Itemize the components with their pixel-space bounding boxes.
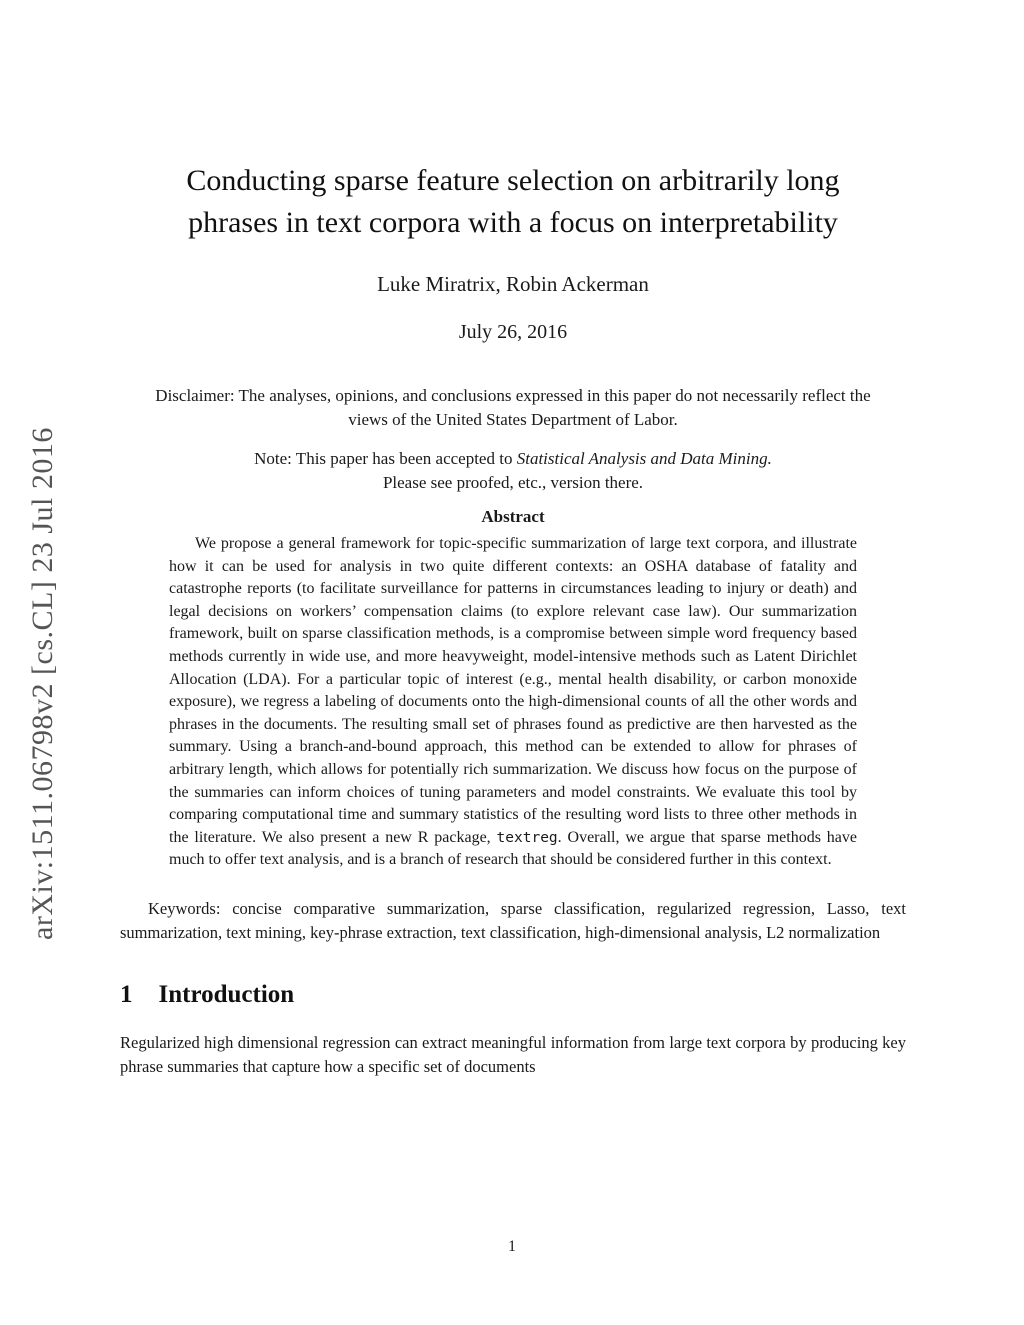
acceptance-note-prefix: Note: This paper has been accepted to: [254, 449, 517, 468]
page-number: 1: [508, 1238, 516, 1255]
abstract-body: [169, 533, 857, 872]
section-heading-introduction: [120, 981, 906, 1009]
abstract-heading: Abstract: [481, 507, 545, 526]
disclaimer-text: Disclaimer: The analyses, opinions, and conclusions expressed in this paper do not necessarily reflect the views of the United States Department of Labor.: [155, 386, 871, 429]
paper-date: July 26, 2016: [458, 321, 568, 343]
paper-authors: Luke Miratrix, Robin Ackerman: [377, 272, 649, 296]
abstract-text-part1: We propose a general framework for topic-specific summarization of large text corpora, and illustrate how it can be used for analysis in two quite different contexts: an OSHA database of fatality and catastrophe reports (to facilitate surveillance for patterns in circumstances leading to injury or death) and legal decisions on workers’ compensation claims (to explore relevant case law). Our summarization framework, built on sparse classification methods, is a compromise between simple word frequency based methods currently in wide use, and more heavyweight, model-intensive methods such as Latent Dirichlet Allocation (LDA). For a particular topic of interest (e.g., mental health disability, or carbon monoxide exposure), we regress a labeling of documents onto the high-dimensional counts of all the other words and phrases in the documents. The resulting small set of phrases found as predictive are then harvested as the summary. Using a branch-and-bound approach, this method can be extended to allow for phrases of arbitrary length, which allows for potentially rich summarization. We discuss how focus on the purpose of the summaries can inform choices of tuning parameters and model constraints. We evaluate this tool by comparing computational time and summary statistics of the resulting word lists to three other methods in the literature. We also present a new R package,: [169, 535, 857, 846]
paper-title-line1: Conducting sparse feature selection on arbitrarily long: [186, 164, 840, 197]
introduction-paragraph: Regularized high dimensional regression can extract meaningful information from large text corpora by producing key phrase summaries that capture how a specific set of documents: [120, 1032, 906, 1076]
abstract-text-part2: . Overall, we argue that sparse methods have much to offer text analysis, and is a branch of research that should be considered further in this context.: [169, 828, 857, 869]
journal-name: Statistical Analysis and Data Mining.: [516, 449, 772, 468]
paper-title-line2: phrases in text corpora with a focus on interpretability: [188, 206, 838, 239]
r-package-name: textreg: [496, 829, 558, 846]
keywords-paragraph: Keywords: concise comparative summarization, sparse classification, regularized regression, Lasso, text summarization, text mining, key-phrase extraction, text classification, high-dimensional analysis, L2 normalization: [120, 898, 906, 942]
paper-content: [120, 0, 906, 1079]
section-title: Introduction: [158, 980, 295, 1008]
acceptance-note: [153, 447, 873, 495]
section-number: 1: [120, 980, 133, 1008]
acceptance-note-suffix: Please see proofed, etc., version there.: [382, 473, 644, 492]
arxiv-identifier-sidebar: arXiv:1511.06798v2 [cs.CL] 23 Jul 2016: [26, 427, 59, 940]
paper-title: [120, 0, 906, 244]
